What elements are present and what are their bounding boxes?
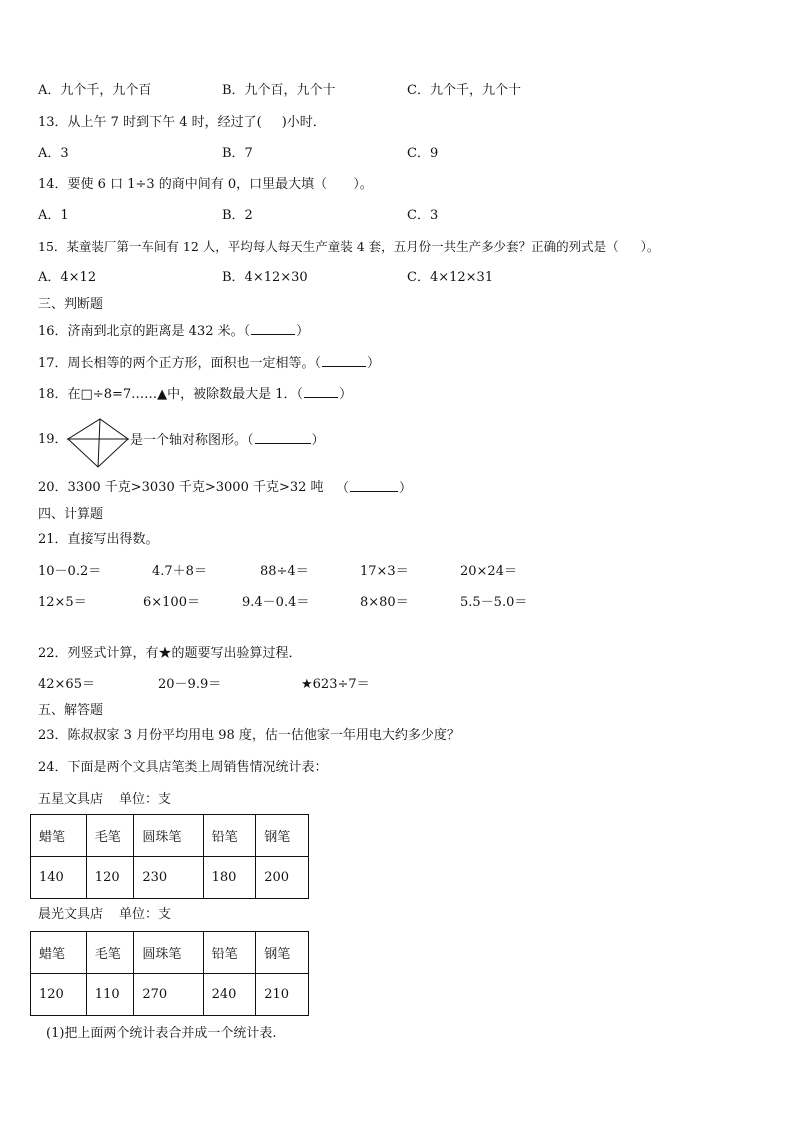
- q21-item: 6×100＝: [143, 595, 200, 610]
- store1-caption: 五星文具店 单位：支: [38, 792, 172, 807]
- table-header-cell: 圆珠笔: [134, 932, 203, 974]
- section-5-heading: 五、解答题: [38, 703, 104, 718]
- table-row: [31, 857, 309, 899]
- q13-question: 13．从上午 7 时到下午 4 时，经过了( )小时．: [38, 115, 326, 130]
- table-cell: 240: [203, 974, 256, 1016]
- q16-statement: 16．济南到北京的距离是 432 米。（ ）: [38, 324, 310, 339]
- q18-answer-blank[interactable]: [304, 386, 338, 398]
- table-header-cell: 蜡笔: [31, 815, 87, 857]
- table-header-cell: 圆珠笔: [134, 815, 203, 857]
- table-header-cell: 毛笔: [86, 932, 134, 974]
- q21-item: 17×3＝: [360, 564, 409, 579]
- table-cell: 140: [31, 857, 87, 899]
- table-cell: 120: [86, 857, 134, 899]
- q16-answer-blank[interactable]: [251, 323, 295, 335]
- q15-option-c: C．4×12×31: [407, 270, 494, 285]
- q15-option-a: A．4×12: [38, 270, 97, 285]
- q20-statement: 20．3300 千克>3030 千克>3000 千克>32 吨: [38, 480, 324, 495]
- table-row: [31, 974, 309, 1016]
- q15-option-b: B．4×12×30: [222, 270, 308, 285]
- q19-number: 19．: [38, 432, 68, 447]
- table-header-cell: 钢笔: [256, 815, 309, 857]
- q22-item: ★623÷7＝: [301, 677, 370, 692]
- q17-statement: 17．周长相等的两个正方形，面积也一定相等。（ ）: [38, 356, 381, 371]
- table-cell: 210: [256, 974, 309, 1016]
- q23-question: 23．陈叔叔家 3 月份平均用电 98 度，估一估他家一年用电大约多少度？: [38, 728, 460, 743]
- q12-option-a: A．九个千，九个百: [38, 83, 152, 98]
- q21-item: 4.7＋8＝: [152, 564, 207, 579]
- q21-item: 20×24＝: [460, 564, 517, 579]
- q13-option-a: A．3: [38, 146, 69, 161]
- table-cell: 230: [134, 857, 203, 899]
- table-header-cell: 铅笔: [203, 815, 256, 857]
- q22-item: 42×65＝: [38, 677, 95, 692]
- table-header-cell: 毛笔: [86, 815, 134, 857]
- table-cell: 200: [256, 857, 309, 899]
- table-header-cell: 蜡笔: [31, 932, 87, 974]
- q14-option-b: B．2: [222, 208, 253, 223]
- q24-title: 24．下面是两个文具店笔类上周销售情况统计表：: [38, 760, 328, 775]
- q21-item: 10－0.2＝: [38, 564, 102, 579]
- q21-item: 9.4－0.4＝: [242, 595, 310, 610]
- q20-answer-blank[interactable]: [350, 480, 398, 492]
- pinwheel-figure: [66, 413, 132, 471]
- q24-subquestion-1: (1)把上面两个统计表合并成一个统计表.: [46, 1026, 277, 1041]
- table-header-cell: 铅笔: [203, 932, 256, 974]
- table-header-cell: 钢笔: [256, 932, 309, 974]
- q21-item: 8×80＝: [360, 595, 409, 610]
- q13-option-c: C．9: [407, 146, 439, 161]
- table-cell: 110: [86, 974, 134, 1016]
- section-3-heading: 三、判断题: [38, 297, 104, 312]
- q14-option-a: A．1: [38, 208, 69, 223]
- section-4-heading: 四、计算题: [38, 507, 104, 522]
- table-cell: 270: [134, 974, 203, 1016]
- q15-question: 15．某童装厂第一车间有 12 人，平均每人每天生产童装 4 套，五月份一共生产多少套？正确的列式是（ ）。: [38, 239, 660, 254]
- q19-statement: 是一个轴对称图形。（ ）: [130, 433, 325, 448]
- store1-table: [30, 814, 309, 899]
- q17-answer-blank[interactable]: [322, 355, 366, 367]
- table-row: [31, 815, 309, 857]
- q21-item: 5.5－5.0＝: [460, 595, 528, 610]
- q21-item: 12×5＝: [38, 595, 87, 610]
- q14-question: 14．要使 6 口 1÷3 的商中间有 0，口里最大填（ ）。: [38, 177, 373, 192]
- q19-answer-blank[interactable]: [255, 432, 311, 444]
- table-cell: 180: [203, 857, 256, 899]
- q13-option-b: B．7: [222, 146, 253, 161]
- table-row: [31, 932, 309, 974]
- store2-caption: 晨光文具店 单位：支: [38, 907, 172, 922]
- q22-title: 22．列竖式计算，有★的题要写出验算过程．: [38, 646, 302, 661]
- q22-item: 20－9.9＝: [158, 677, 222, 692]
- q20-answer: （ ）: [336, 481, 413, 496]
- q12-option-b: B．九个百，九个十: [222, 83, 336, 98]
- store2-table: [30, 931, 309, 1016]
- q21-item: 88÷4＝: [260, 564, 309, 579]
- q18-statement: 18．在□÷8=7……▲中，被除数最大是 1．（ ）: [38, 387, 353, 402]
- q21-title: 21．直接写出得数。: [38, 532, 159, 547]
- q14-option-c: C．3: [407, 208, 439, 223]
- q12-option-c: C．九个千，九个十: [407, 83, 521, 98]
- table-cell: 120: [31, 974, 87, 1016]
